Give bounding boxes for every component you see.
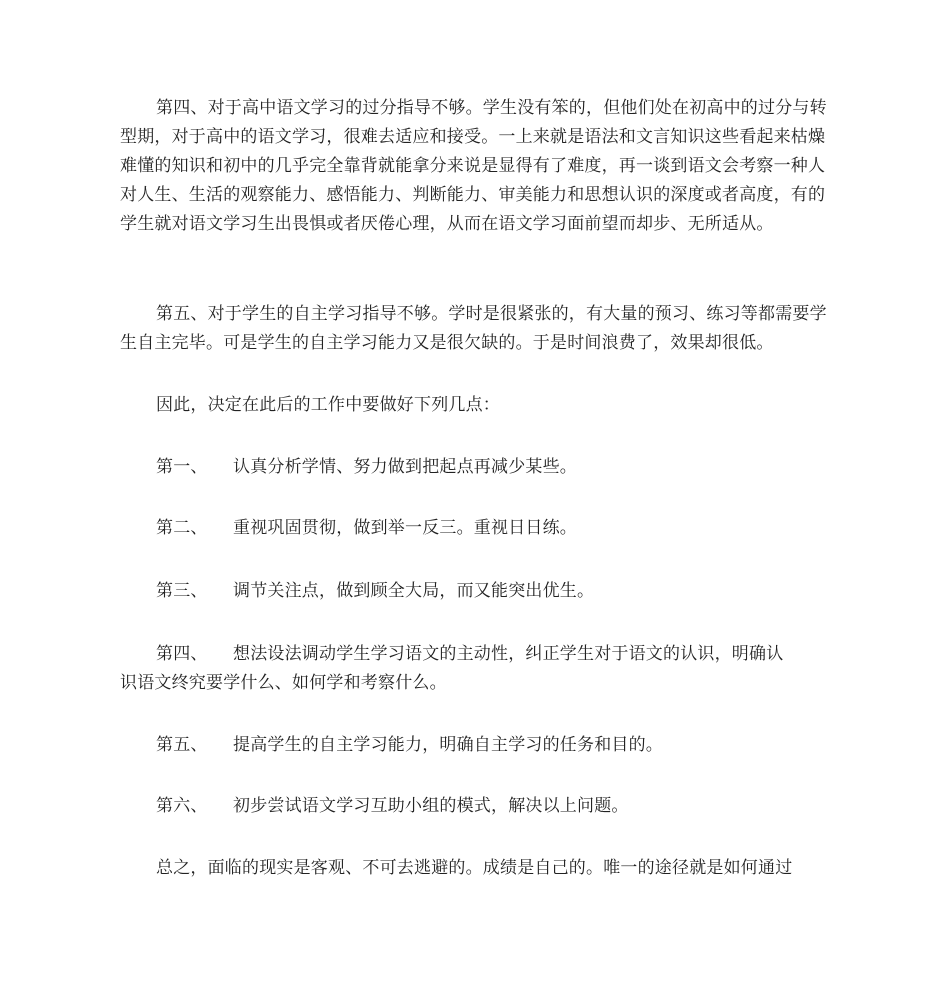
list-item-text: 重视巩固贯彻，做到举一反三。重视日日练。: [233, 518, 577, 538]
list-item-number: 第六、: [156, 796, 208, 816]
list-item: [120, 514, 835, 543]
list-item-text: 提高学生的自主学习能力，明确自主学习的任务和目的。: [233, 735, 663, 755]
paragraph-fifth-point: 第五、对于学生的自主学习指导不够。学时是很紧张的，有大量的预习、练习等都需要学生自主完毕。可是学生的自主学习能力又是很欠缺的。于是时间浪费了，效果却很低。: [120, 304, 827, 353]
list-item: [120, 792, 835, 821]
list-item: [120, 640, 835, 698]
list-item-number: 第一、: [156, 457, 208, 477]
list-item-number: 第四、: [156, 644, 208, 664]
list-item-number: 第二、: [156, 518, 208, 538]
list-item-text: 初步尝试语文学习互助小组的模式，解决以上问题。: [233, 796, 629, 816]
list-item: [120, 731, 835, 760]
list-item-text: 想法设法调动学生学习语文的主动性，纠正学生对于语文的认识，明确认: [233, 644, 784, 664]
list-item-text: 认真分析学情、努力做到把起点再减少某些。: [233, 457, 577, 477]
list-item: [120, 453, 835, 482]
list-item-text: 调节关注点，做到顾全大局，而又能突出优生。: [233, 581, 595, 601]
paragraph-fourth-point: 第四、对于高中语文学习的过分指导不够。学生没有笨的，但他们处在初高中的过分与转型期，对于高中的语文学习，很难去适应和接受。一上来就是语法和文言知识这些看起来枯燥难懂的知识和初中的几乎完全靠背就能拿分来说是显得有了难度，再一谈到语文会考察一种人对人生、生活的观察能力、感悟能力、判断能力、审美能力和思想认识的深度或者高度，有的学生就对语文学习生出畏惧或者厌倦心理，从而在语文学习面前望而却步、无所适从。: [120, 98, 827, 234]
list-item: [120, 577, 835, 606]
paragraph-therefore: 因此，决定在此后的工作中要做好下列几点：: [156, 395, 500, 415]
paragraph-conclusion: 总之，面临的现实是客观、不可去逃避的。成绩是自己的。唯一的途径就是如何通过: [156, 858, 793, 878]
list-item-number: 第五、: [156, 735, 208, 755]
list-item-text-continued: 识语文终究要学什么、如何学和考察什么。: [120, 673, 447, 693]
list-item-number: 第三、: [156, 581, 208, 601]
